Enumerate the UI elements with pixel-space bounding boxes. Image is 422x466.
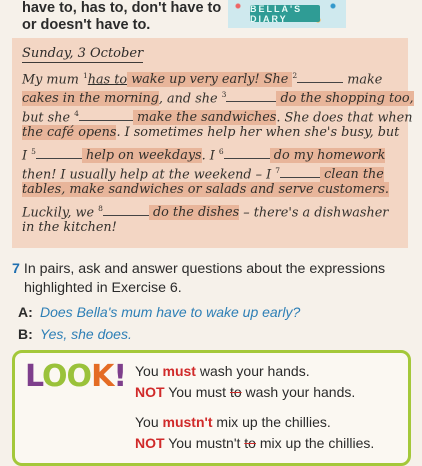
answer-blank[interactable] [224, 146, 270, 159]
header-line-1: have to, has to, don't have to [22, 0, 222, 16]
look-example-1: You must wash your hands. [135, 363, 310, 379]
exercise-number: 7 [12, 261, 20, 277]
diary-line-1: My mum $^1$has to wake up very early! She $^2$ make [22, 71, 383, 88]
diary-line-8: Luckily, we $^8$ do the dishes – there's a dishwasher [22, 204, 389, 221]
diary-line-7: tables, make sandwiches or salads and serve customers. [22, 182, 389, 197]
diary-logo-plate: BELLA'S DIARY [250, 5, 320, 22]
look-example-4: NOT You mustn't to mix up the chillies. [135, 435, 375, 451]
diary-line-6: then! I usually help at the weekend – I $^7$ clean the [22, 166, 384, 183]
diary-line-9: in the kitchen! [22, 220, 117, 235]
answer-blank[interactable] [103, 203, 149, 216]
header-instruction [22, 0, 221, 34]
dialog-line-b: B: Yes, she does. [18, 326, 132, 342]
answer-blank[interactable] [280, 165, 320, 178]
answer-blank[interactable] [226, 89, 276, 102]
answer-blank[interactable] [297, 70, 343, 83]
look-example-3: You mustn't mix up the chillies. [135, 414, 331, 430]
diary-line-3: but she $^4$ make the sandwiches. She does that when [22, 109, 413, 126]
look-logo: LOOK! [25, 359, 126, 394]
exercise-7-instruction: 7 In pairs, ask and answer questions about the expressions highlighted in Exercise 6. [12, 261, 386, 296]
answer-blank[interactable] [79, 108, 133, 121]
diary-line-4: the café opens. I sometimes help her when she's busy, but [22, 125, 400, 140]
example-answer: has to [87, 72, 128, 88]
look-example-2: NOT You must to wash your hands. [135, 384, 356, 400]
diary-line-5: I $^5$ help on weekdays. I $^6$ do my homework [22, 147, 386, 164]
look-box [12, 350, 411, 466]
diary-date: Sunday, 3 October [22, 46, 144, 61]
diary-line-2: cakes in the morning, and she $^3$ do the shopping too, [22, 90, 414, 107]
diary-logo-image [228, 0, 346, 28]
answer-blank[interactable] [36, 146, 82, 159]
diary-entry [12, 38, 414, 248]
header-line-2: or doesn't have to. [22, 17, 151, 33]
dialog-line-a: A: Does Bella's mum have to wake up early? [18, 304, 301, 320]
